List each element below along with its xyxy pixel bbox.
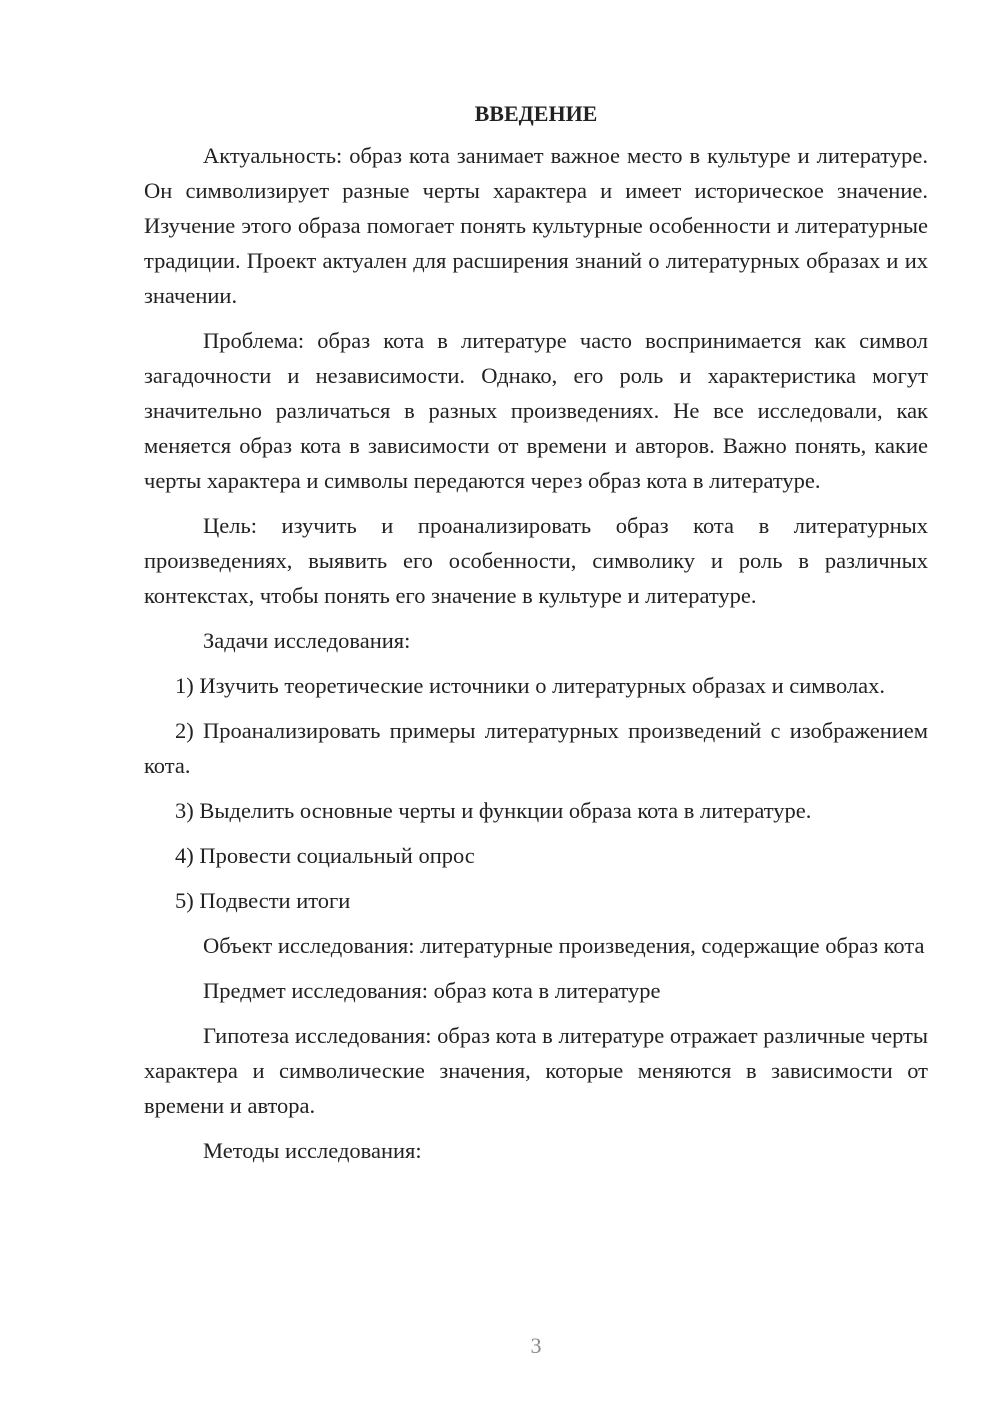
list-item: 3) Выделить основные черты и функции образа кота в литературе. [175, 798, 812, 823]
hypothesis-paragraph: Гипотеза исследования: образ кота в литературе отражает различные черты характера и символические значения, которые меняются в зависимости от времени и автора. [144, 1023, 928, 1118]
list-item: 1) Изучить теоретические источники о литературных образах и символах. [175, 673, 886, 698]
list-item: 2) Проанализировать примеры литературных произведений с изображением кота. [144, 718, 928, 778]
page-title: ВВЕДЕНИЕ [474, 101, 598, 126]
page-number: 3 [530, 1333, 542, 1358]
document-page [144, 96, 928, 1178]
subject-paragraph: Предмет исследования: образ кота в литературе [203, 978, 661, 1003]
object-paragraph: Объект исследования: литературные произведения, содержащие образ кота [203, 933, 925, 958]
tasks-list [144, 668, 928, 918]
goal-paragraph: Цель: изучить и проанализировать образ кота в литературных произведениях, выявить его особенности, символику и роль в различных контекстах, чтобы понять его значение в культуре и литературе. [144, 513, 928, 608]
relevance-paragraph: Актуальность: образ кота занимает важное место в культуре и литературе. Он символизирует разные черты характера и имеет историческое значение. Изучение этого образа помогает понять культурные особенности и литературные традиции. Проект актуален для расширения знаний о литературных образах и их значении. [144, 143, 928, 308]
tasks-heading: Задачи исследования: [203, 628, 411, 653]
list-item: 4) Провести социальный опрос [175, 843, 475, 868]
problem-paragraph: Проблема: образ кота в литературе часто воспринимается как символ загадочности и независимости. Однако, его роль и характеристика могут значительно различаться в разных произведениях. Не все исследовали, как меняется образ кота в зависимости от времени и авторов. Важно понять, какие черты характера и символы передаются через образ кота в литературе. [144, 328, 928, 493]
methods-heading: Методы исследования: [203, 1138, 422, 1163]
list-item: 5) Подвести итоги [175, 888, 351, 913]
